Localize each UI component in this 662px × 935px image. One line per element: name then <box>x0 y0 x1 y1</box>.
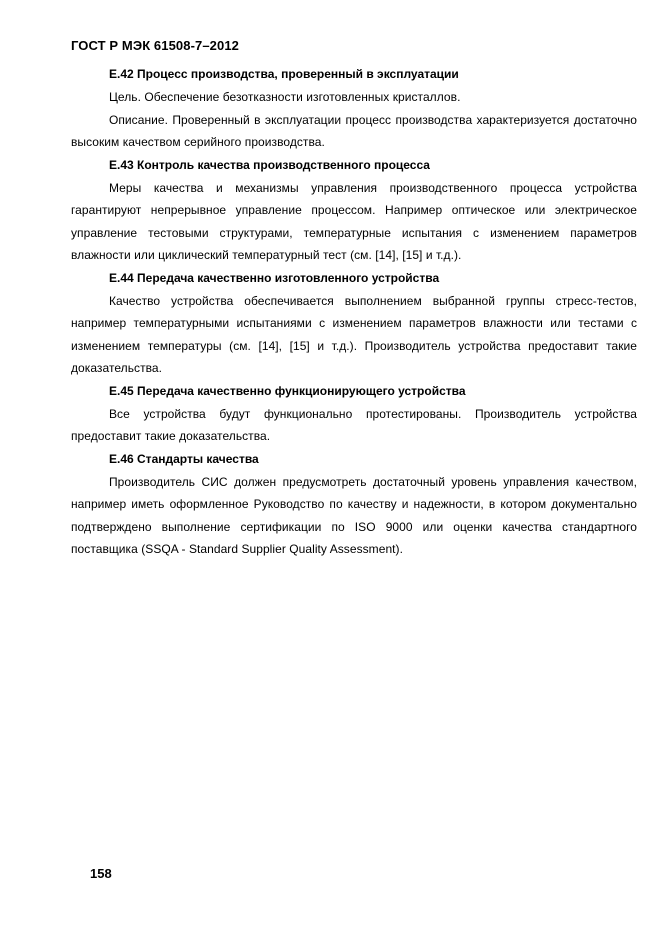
paragraph: Производитель СИС должен предусмотреть достаточный уровень управления качеством, например иметь оформленное Руководство по качеству и надежности, в котором документально подтверждено выполнение сертификации по ISO 9000 или оценки качества стандартного поставщика (SSQA - Standard Supplier Quality Assessment). <box>71 474 637 556</box>
section-heading: Е.43 Контроль качества производственного процесса <box>109 157 430 172</box>
paragraph: Цель. Обеспечение безотказности изготовленных кристаллов. <box>109 90 461 104</box>
section-e44 <box>71 267 637 380</box>
paragraph: Все устройства будут функционально протестированы. Производитель устройства предоставит такие доказательства. <box>71 406 637 443</box>
section-e45 <box>71 380 637 448</box>
page-number: 158 <box>90 866 112 881</box>
paragraph: Описание. Проверенный в эксплуатации процесс производства характеризуется достаточно высоким качеством серийного производства. <box>71 112 637 149</box>
section-e43 <box>71 154 637 267</box>
document-body <box>71 63 637 561</box>
document-header: ГОСТ Р МЭК 61508-7–2012 <box>71 38 239 53</box>
section-heading: Е.46 Стандарты качества <box>109 451 259 466</box>
paragraph: Меры качества и механизмы управления производственного процесса устройства гарантируют непрерывное управление процессом. Например оптическое или электрическое управление тестовыми структурами, температурные испытания с изменением параметров влажности или циклический температурный тест (см. [14], [15] и т.д.). <box>71 180 637 262</box>
section-e46 <box>71 448 637 561</box>
section-heading: Е.44 Передача качественно изготовленного устройства <box>109 270 440 285</box>
section-heading: Е.42 Процесс производства, проверенный в эксплуатации <box>109 67 459 81</box>
section-e42 <box>71 63 637 154</box>
section-heading: Е.45 Передача качественно функционирующего устройства <box>109 383 466 398</box>
paragraph: Качество устройства обеспечивается выполнением выбранной группы стресс-тестов, например температурными испытаниями с изменением параметров влажности или тестами с изменением температуры (см. [14], [15] и т.д.). Производитель устройства предоставит такие доказательства. <box>71 293 637 375</box>
